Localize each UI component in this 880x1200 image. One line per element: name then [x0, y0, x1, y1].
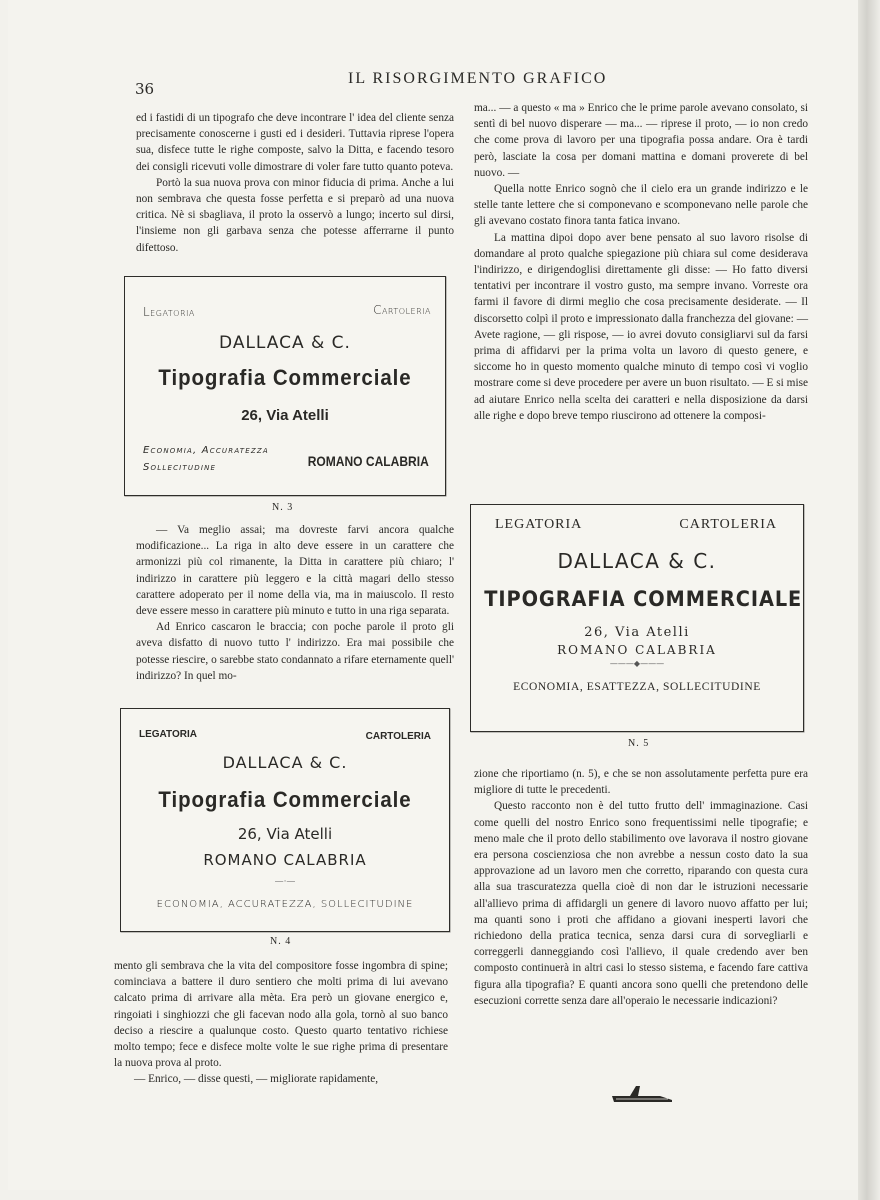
specimen-address: 26, Via Atelli [241, 407, 329, 424]
specimen-n3 [124, 276, 446, 496]
left-column-block-2 [136, 522, 454, 684]
paragraph: ma... — a questo « ma » Enrico che le prime parole avevano consolato, si sentì di bel nuovo disperare — ma... — riprese il proto, — io non credo che come prova di lavoro per una tipografia possa andare. Ora è tardi però, lasciate la cosa per domani mattina e domani proverete di bel nuovo. — [474, 102, 808, 179]
paragraph: Ad Enrico cascaron le braccia; con poche parole il proto gli aveva disfatto di nuovo tutto l' indirizzo. Era mai possibile che potesse riescire, o sarebbe stato condannato a rifare eternamente quell' indirizzo? In quel mo- [136, 621, 454, 682]
page-header [8, 68, 866, 98]
paragraph: Questo racconto non è del tutto frutto dell' immaginazione. Casi come quelli del nostro Enrico sono frequentissimi nelle tipografie; e meno male che il proto dello stabilimento ove lavorava il nostro giovane era persona coscienziosa che non avrebbe a nessun costo dato la sua approvazione ad un lavoro men che corretto, riparando con questa cura alla sua trascuratezza quella cioè di non dar le istruzioni necessarie all'allievo prima di affidargli un genere di lavoro nuovo affatto per lui; ma quanti sono i proti che affidano a giovani inesperti lavori che richiedono della pratica tecnica, senza darsi cura di sorvegliarli e correggerli danneggiando così l'allievo, il quale credendo aver ben composto continuerà in altri casi lo stesso sistema, e facendo fare cattiva figura alla tipografia? E quanti ancora sono quelli che pretendono delle esecuzioni corrette senza dare all'operaio le necessarie indicazioni? [474, 800, 808, 1007]
page-edge [858, 0, 880, 1200]
left-column-block-1 [136, 110, 454, 256]
paragraph: — Enrico, — disse questi, — migliorate rapidamente, [134, 1073, 379, 1086]
specimen-tagline-2: Sollecitudine [143, 462, 217, 473]
specimen-address: 26, Via Atelli [584, 625, 690, 640]
specimen-firm: DALLACA & C. [219, 333, 351, 353]
specimen-top-left: Legatoria [143, 305, 195, 319]
paragraph: Portò la sua nuova prova con minor fiducia di prima. Anche a lui non sembrava che questa fosse perfetta e si preparò ad una nuova critica. Nè si sbagliava, il proto la osservò a lungo; incerto sul dirsi, l'insieme non gli garbava senza che potesse afferrarne il punto difettoso. [136, 176, 454, 254]
specimen-n4 [120, 708, 450, 932]
right-column-block-2 [474, 766, 808, 1009]
specimen-top-right: CARTOLERIA [679, 517, 777, 532]
page-number: 36 [135, 80, 155, 98]
specimen-city: ROMANO CALABRIA [307, 453, 429, 469]
specimen-city: ROMANO CALABRIA [557, 643, 717, 657]
specimen-address: 26, Via Atelli [237, 825, 333, 843]
specimen-n5 [470, 504, 804, 732]
specimen-name: Tipografia Commerciale [158, 365, 412, 390]
paragraph: Quella notte Enrico sognò che il cielo era un grande indirizzo e le stelle tante lettere che si componevano e scomponevano nelle parole che gli avevano costato finora tanta fatica invano. [474, 183, 808, 228]
specimen-firm: DALLACA & C. [557, 549, 717, 573]
paragraph: zione che riportiamo (n. 5), e che se non assolutamente perfetta pure era migliore di tutte le precedenti. [474, 768, 808, 797]
left-column-block-3 [114, 958, 448, 1088]
paragraph: La mattina dipoi dopo aver bene pensato al suo lavoro risolse di domandare al proto qualche spiegazione più chiara sul come desiderava l'indirizzo, e dirigendoglisi direttamente gli disse: — Ho fatto diversi tentativi per incontrare il vostro gusto, ma sempre invano. Vorreste ora farmi il favore di dirmi meglio che cosa precisamente desiderate. — Il discorsetto colpì il proto e impressionato dalla franchezza del giovane: — Avete ragione, — gli rispose, — io avrei dovuto consigliarvi sul da farsi prima di affidarvi per la prima volta un lavoro di questo genere, e siccome ho in questo momento qualche minuto di tempo così vi voglio mostrare come si deve procedere per avere un buon risultato. — E si mise ad aiutare Enrico nella scelta dei caratteri e nella disposizione da darsi alle righe e dopo breve tempo riuscirono ad ottenere la composi- [474, 231, 808, 422]
specimen-top-right: Cartoleria [373, 303, 431, 317]
specimen-top-left: LEGATORIA [139, 729, 197, 740]
ornament-rule: —·— [274, 877, 296, 887]
specimen-top-left: LEGATORIA [495, 517, 583, 532]
hand-ornament-icon [610, 1082, 674, 1106]
caption-n5: N. 5 [628, 738, 650, 749]
specimen-firm: DALLACA & C. [222, 753, 348, 772]
specimen-tagline-1: Economia, Accuratezza [143, 445, 269, 456]
paragraph: ed i fastidi di un tipografo che deve incontrare l' idea del cliente senza precisamente conoscerne i gusti ed i desideri. Tuttavia riprese l'opera sua, disfece tutte le righe composte, salvo la Ditta, e facendo tesoro dei consigli ricevuti volle dimostrare di voler fare tutto quanto poteva. [136, 112, 454, 173]
specimen-tagline: ECONOMIA, ACCURATEZZA, SOLLECITUDINE [156, 899, 414, 910]
running-title: IL RISORGIMENTO GRAFICO [348, 70, 608, 87]
specimen-top-right: CARTOLERIA [365, 731, 431, 742]
caption-n3: N. 3 [272, 502, 294, 513]
right-column-block-1 [474, 100, 808, 424]
paragraph: mento gli sembrava che la vita del compositore fosse ingombra di spine; cominciava a battere il duro sentiero che molti prima di lui avevano calcato prima di arrivare alla mèta. Era però un giovane energico e, ringoiati i singhiozzi che gli facevan nodo alla gola, tornò al suo banco deciso a riescire a qualunque costo. Questo quarto tentativo richiese molto tempo; fece e disfece molte volte le sue righe prima di presentare la nuova prova al proto. [114, 960, 448, 1070]
caption-n4: N. 4 [270, 936, 292, 947]
paragraph: — Va meglio assai; ma dovreste farvi ancora qualche modificazione... La riga in alto deve essere in un carattere che armonizzi più col rimanente, la Ditta in carattere più chiaro; l' indirizzo in carattere più leggero e la città magari dello stesso carattere adoperato per il nome della via, ma in maiuscolo. Il resto deve essere messo in carattere più minuto e tutto in una riga separata. [136, 524, 454, 618]
specimen-name: Tipografia Commerciale [158, 787, 412, 812]
specimen-tagline: ECONOMIA, ESATTEZZA, SOLLECITUDINE [513, 681, 761, 693]
specimen-city: ROMANO CALABRIA [203, 851, 367, 869]
specimen-name: TIPOGRAFIA COMMERCIALE [484, 587, 803, 611]
ornament-rule: ———◆——— [609, 659, 665, 668]
document-page [8, 0, 866, 1190]
